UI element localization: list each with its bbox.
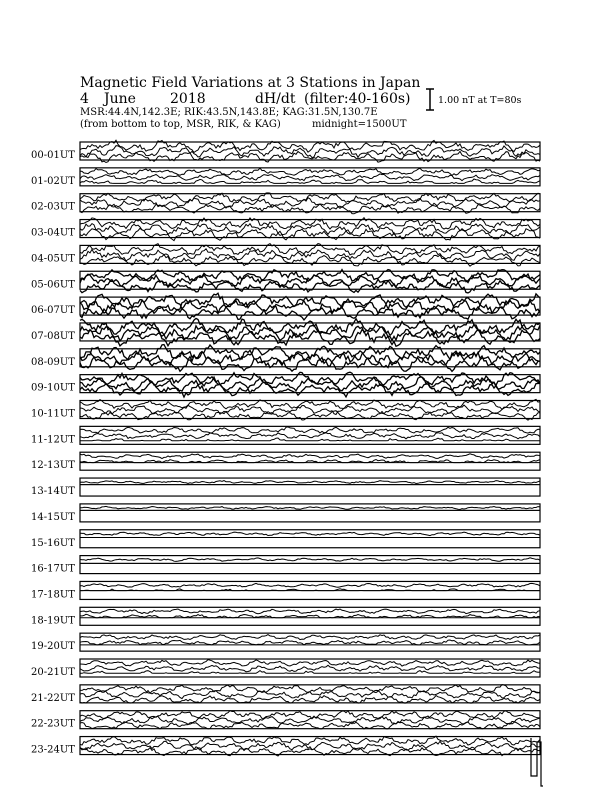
trace-kag [80, 506, 540, 509]
trace-rik [80, 614, 540, 617]
trace-msr [80, 721, 540, 729]
trace-msr [80, 228, 540, 240]
trace-rik [80, 405, 540, 415]
station-coordinates: MSR:44.4N,142.3E; RIK:43.5N,143.8E; KAG:31.5N,130.7E [80, 107, 378, 118]
trace-row [31, 685, 540, 704]
station-order-note: (from bottom to top, MSR, RIK, & KAG) [80, 119, 281, 130]
trace-rik [80, 433, 540, 439]
row-frame [80, 607, 540, 625]
trace-kag [80, 583, 540, 587]
trace-row [31, 270, 540, 293]
row-label: 06-07UT [31, 305, 75, 317]
row-label: 01-02UT [31, 175, 75, 187]
row-label: 07-08UT [31, 330, 75, 342]
row-label: 14-15UT [31, 511, 75, 523]
trace-kag [80, 345, 540, 362]
trace-msr [80, 304, 540, 320]
row-label: 18-19UT [31, 615, 75, 627]
row-label: 23-24UT [31, 744, 75, 756]
trace-row [31, 633, 540, 652]
trace-row [31, 140, 540, 162]
trace-msr [80, 151, 540, 162]
trace-row [31, 452, 540, 471]
trace-kag [80, 168, 540, 175]
trace-msr [80, 438, 540, 441]
trace-row [31, 581, 540, 600]
trace-kag [80, 427, 540, 433]
trace-row [31, 372, 540, 397]
row-label: 09-10UT [31, 382, 75, 394]
trace-row [31, 244, 540, 267]
trace-rik [80, 198, 540, 208]
row-label: 13-14UT [31, 486, 75, 498]
trace-msr [80, 696, 540, 704]
row-frame [80, 737, 540, 755]
trace-rik [80, 174, 540, 181]
trace-kag [80, 532, 540, 536]
chart-quantity: dH/dt [255, 91, 296, 107]
trace-kag [80, 736, 540, 745]
row-frame [80, 245, 540, 263]
chart-year: 2018 [170, 91, 206, 107]
scale-bar-label: 1.00 nT at T=80s [438, 95, 522, 106]
trace-rik [80, 640, 540, 645]
trace-row [31, 530, 540, 549]
trace-kag [80, 454, 540, 459]
trace-row [31, 607, 540, 626]
trace-row [31, 293, 540, 320]
trace-kag [80, 711, 540, 719]
trace-row [31, 218, 540, 241]
row-frame [80, 478, 540, 496]
trace-msr [80, 382, 540, 397]
trace-kag [80, 660, 540, 667]
trace-rik [80, 589, 540, 591]
chart-day: 4 [80, 91, 89, 107]
trace-row [31, 168, 540, 187]
trace-row [31, 318, 540, 346]
trace-rows [31, 140, 543, 786]
trace-row [31, 399, 540, 420]
trace-msr [80, 329, 540, 346]
trace-rik [80, 325, 540, 341]
row-label: 05-06UT [31, 279, 75, 291]
trace-kag [80, 293, 540, 309]
row-label: 11-12UT [31, 434, 75, 446]
trace-msr [80, 280, 540, 293]
row-frame [80, 530, 540, 548]
trace-row [31, 711, 540, 730]
trace-row [31, 478, 540, 497]
row-label: 10-11UT [31, 408, 75, 420]
row-label: 00-01UT [31, 150, 75, 161]
chart-title: Magnetic Field Variations at 3 Stations in Japan [80, 75, 421, 91]
trace-row [31, 736, 540, 756]
row-frame [80, 556, 540, 574]
trace-rik [80, 274, 540, 287]
row-label: 03-04UT [31, 227, 75, 239]
row-label: 04-05UT [31, 253, 75, 265]
row-label: 15-16UT [31, 537, 75, 549]
row-label: 20-21UT [31, 667, 75, 678]
chart-month: June [104, 91, 136, 107]
chart-header [80, 75, 420, 130]
trace-row [31, 426, 540, 445]
row-label: 12-13UT [31, 460, 75, 472]
trace-row [31, 659, 540, 678]
trace-row [31, 556, 540, 575]
row-label: 08-09UT [31, 356, 75, 368]
row-label: 17-18UT [31, 589, 75, 601]
trace-row [31, 345, 540, 372]
row-label: 21-22UT [31, 692, 75, 704]
end-spike [531, 738, 543, 786]
trace-kag [80, 635, 540, 640]
scale-bar [426, 89, 522, 110]
trace-kag [80, 481, 540, 484]
trace-msr [80, 671, 540, 674]
row-label: 19-20UT [31, 641, 75, 653]
trace-kag [80, 558, 540, 562]
chart-filter: (filter:40-160s) [304, 91, 411, 107]
row-label: 02-03UT [31, 201, 75, 213]
trace-row [31, 504, 540, 523]
trace-rik [80, 146, 540, 158]
trace-row [31, 193, 540, 214]
row-label: 16-17UT [31, 563, 75, 575]
row-label: 22-23UT [31, 718, 75, 730]
trace-kag [80, 609, 540, 614]
midnight-note: midnight=1500UT [312, 119, 407, 130]
trace-msr [80, 179, 540, 183]
